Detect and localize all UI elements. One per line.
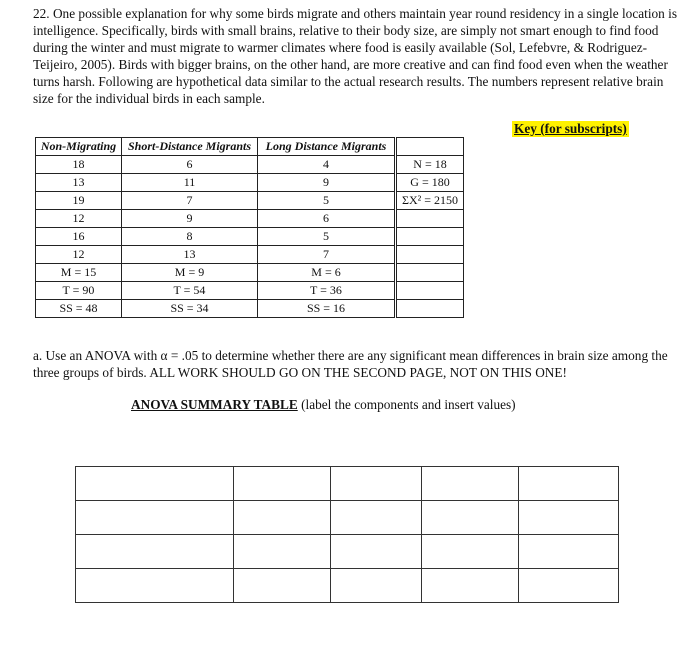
cell: 16 [36, 228, 122, 246]
anova-cell[interactable] [519, 535, 619, 569]
key-for-subscripts-link[interactable]: Key (for subscripts) [514, 121, 627, 136]
cell: 19 [36, 192, 122, 210]
anova-row [76, 501, 619, 535]
cell: 12 [36, 210, 122, 228]
key-n: N = 18 [397, 156, 464, 174]
key-cell-empty [397, 282, 464, 300]
cell: 7 [122, 192, 258, 210]
cell: 12 [36, 246, 122, 264]
key-cell-empty [397, 264, 464, 282]
anova-cell[interactable] [234, 501, 331, 535]
table-row [36, 246, 464, 264]
anova-cell[interactable] [76, 569, 234, 603]
header-non-migrating: Non-Migrating [36, 138, 122, 156]
anova-cell[interactable] [331, 467, 422, 501]
key-g: G = 180 [397, 174, 464, 192]
anova-cell[interactable] [331, 501, 422, 535]
total-cell: T = 36 [258, 282, 395, 300]
anova-cell[interactable] [234, 535, 331, 569]
anova-cell[interactable] [519, 467, 619, 501]
anova-cell[interactable] [422, 501, 519, 535]
key-cell-empty [397, 246, 464, 264]
anova-row [76, 535, 619, 569]
cell: 5 [258, 192, 395, 210]
header-long-distance: Long Distance Migrants [258, 138, 395, 156]
cell: 6 [258, 210, 395, 228]
question-a-text: a. Use an ANOVA with α = .05 to determine whether there are any significant mean differences in brain size among the three groups of birds. ALL WORK SHOULD GO ON THE SECOND PAGE, NOT ON THIS ONE! [33, 348, 668, 380]
cell: 9 [258, 174, 395, 192]
key-sum-x-squared: ΣX² = 2150 [397, 192, 464, 210]
anova-title-heading: ANOVA SUMMARY TABLE [131, 397, 298, 412]
cell: 5 [258, 228, 395, 246]
ss-cell: SS = 48 [36, 300, 122, 318]
anova-cell[interactable] [234, 569, 331, 603]
anova-cell[interactable] [76, 535, 234, 569]
header-row [36, 138, 464, 156]
ss-cell: SS = 16 [258, 300, 395, 318]
cell: 18 [36, 156, 122, 174]
anova-cell[interactable] [422, 569, 519, 603]
cell: 4 [258, 156, 395, 174]
anova-cell[interactable] [331, 569, 422, 603]
key-cell-empty [397, 300, 464, 318]
cell: 8 [122, 228, 258, 246]
bird-brain-data-table [35, 137, 464, 318]
anova-title-instructions: (label the components and insert values) [297, 397, 516, 412]
cell: 13 [122, 246, 258, 264]
cell: 13 [36, 174, 122, 192]
anova-cell[interactable] [519, 501, 619, 535]
summary-row-ss [36, 300, 464, 318]
table-row [36, 228, 464, 246]
table-row [36, 156, 464, 174]
table-row [36, 192, 464, 210]
anova-cell[interactable] [76, 467, 234, 501]
anova-cell[interactable] [422, 535, 519, 569]
header-short-distance: Short-Distance Migrants [122, 138, 258, 156]
total-cell: T = 90 [36, 282, 122, 300]
mean-cell: M = 6 [258, 264, 395, 282]
total-cell: T = 54 [122, 282, 258, 300]
table-row [36, 210, 464, 228]
key-cell-empty [397, 228, 464, 246]
cell: 11 [122, 174, 258, 192]
ss-cell: SS = 34 [122, 300, 258, 318]
anova-row [76, 467, 619, 501]
key-cell-empty [397, 210, 464, 228]
anova-cell[interactable] [331, 535, 422, 569]
anova-cell[interactable] [76, 501, 234, 535]
cell: 6 [122, 156, 258, 174]
mean-cell: M = 15 [36, 264, 122, 282]
table-row [36, 174, 464, 192]
anova-cell[interactable] [519, 569, 619, 603]
mean-cell: M = 9 [122, 264, 258, 282]
anova-row [76, 569, 619, 603]
key-cell-empty [397, 138, 464, 156]
anova-summary-table [75, 466, 619, 603]
intro-paragraph: 22. One possible explanation for why some birds migrate and others maintain year round residency in a single location is intelligence. Specifically, birds with small brains, relative to their body size, are simply not smart enough to find food during the winter and must migrate to warmer climates where food is easily available (Sol, Lefebvre, & Rodriguez-Teijeiro, 2005). Birds with bigger brains, on the other hand, are more creative and can find food even when the weather turns harsh. Following are hypothetical data similar to the actual research results. The numbers represent relative brain size for the individual birds in each sample. [33, 6, 678, 106]
summary-row-mean [36, 264, 464, 282]
summary-row-total [36, 282, 464, 300]
anova-cell[interactable] [234, 467, 331, 501]
cell: 7 [258, 246, 395, 264]
anova-cell[interactable] [422, 467, 519, 501]
cell: 9 [122, 210, 258, 228]
anova-title [131, 397, 516, 413]
